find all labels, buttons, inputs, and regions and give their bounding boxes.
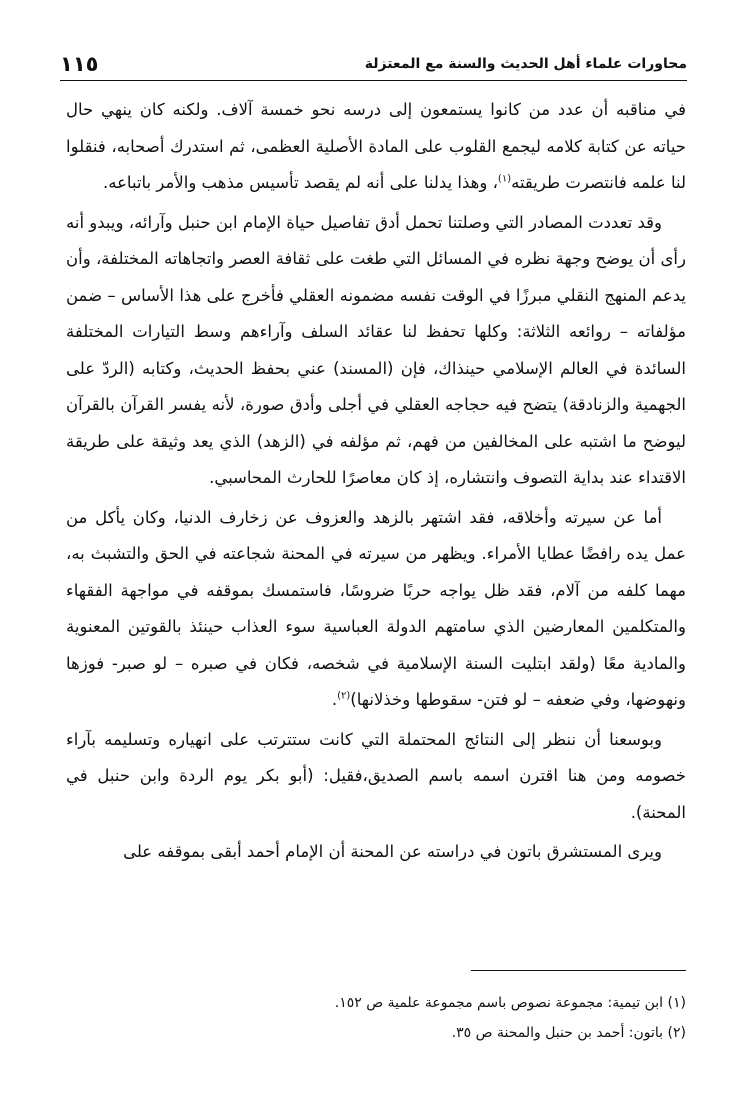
- running-title: محاورات علماء أهل الحديث والسنة مع المعتزلة: [364, 56, 687, 72]
- body-text: [66, 92, 686, 874]
- page-header: [60, 52, 687, 80]
- paragraph-5: [66, 834, 686, 871]
- paragraph-3-continuation: .: [331, 690, 338, 709]
- footnote-ref-1: (١): [497, 173, 512, 185]
- paragraph-5-text: ويرى المستشرق باتون في دراسته عن المحنة أن الإمام أحمد أبقى بموقفه على: [123, 842, 662, 861]
- paragraph-1-text: في مناقبه أن عدد من كانوا يستمعون إلى درسه نحو خمسة آلاف. ولكنه كان ينهي حال حياته عن كتابة كلامه ليجمع القلوب على المادة الأصلية العظمى، ثم استدرك أصحابه، فنقلوا لنا علمه فانتصرت طريقته: [66, 100, 686, 192]
- paragraph-3-text: أما عن سيرته وأخلاقه، فقد اشتهر بالزهد والعزوف عن زخارف الدنيا، وكان يأكل من عمل يده رافضًا عطايا الأمراء. ويظهر من سيرته في المحنة شجاعته في الحق والتشبث به، مهما كلفه من آلام، فقد ظل يواجه حربًا ضروسًا، فاستمسك بموقفه في مواجهة الفقهاء والمتكلمين المعارضين الذي سامتهم الدولة العباسية سوء العذاب حينئذ بالقوتين المعنوية والمادية معًا (ولقد ابتليت السنة الإسلامية في شخصه، فكان في صبره – لو صبر- فوزها ونهوضها، وفي ضعفه – لو فتن- سقوطها وخذلانها): [66, 507, 686, 709]
- page-number: ١١٥: [60, 52, 99, 76]
- footnote-ref-2: (٢): [337, 690, 351, 702]
- footnote-2: (٢) باتون: أحمد بن حنبل والمحنة ص ٣٥.: [451, 1025, 686, 1041]
- footnote-rule: [471, 970, 686, 971]
- paragraph-1: [66, 92, 686, 202]
- paragraph-1-continuation: ، وهذا يدلنا على أنه لم يقصد تأسيس مذهب والأمر باتباعه.: [103, 173, 498, 192]
- paragraph-3: [66, 500, 686, 719]
- paragraph-2-text: وقد تعددت المصادر التي وصلتنا تحمل أدق تفاصيل حياة الإمام ابن حنبل وآرائه، ويبدو أنه رأى أن يوضح وجهة نظره في المسائل التي طغت على ثقافة العصر واتجاهاته المختلفة، وأن يدعم المنهج النقلي مبرزًا في الوقت نفسه مضمونه العقلي فأخرج على هذا الأساس – ضمن مؤلفاته – روائعه الثلاثة: وكلها تحفظ لنا عقائد السلف وآراءهم وسط التيارات المختلفة السائدة في العالم الإسلامي حينذاك، فإن (المسند) عني بحفظ الحديث، وكتابه (الردّ على الجهمية والزنادقة) يتضح فيه حجاجه العقلي في أجلى وأدق صورة، لأنه يفسر القرآن بالقرآن ليوضح ما اشتبه على المخالفين من فهم، ثم مؤلفه في (الزهد) الذي يعد وثيقة على طريقة الاقتداء عند بداية التصوف وانتشاره، إذ كان معاصرًا للحارث المحاسبي.: [66, 212, 686, 487]
- paragraph-4-text: وبوسعنا أن ننظر إلى النتائج المحتملة التي كانت ستترتب على انهياره وتسليمه بآراء خصومه ومن هنا اقترن اسمه باسم الصديق،فقيل: (أبو بكر يوم الردة وابن حنبل في المحنة).: [66, 729, 686, 822]
- header-rule: [60, 80, 687, 81]
- footnotes: [66, 988, 686, 1048]
- footnote-1: (١) ابن تيمية: مجموعة نصوص باسم مجموعة علمية ص ١٥٢.: [334, 995, 686, 1011]
- paragraph-2: [66, 205, 686, 497]
- paragraph-4: [66, 722, 686, 832]
